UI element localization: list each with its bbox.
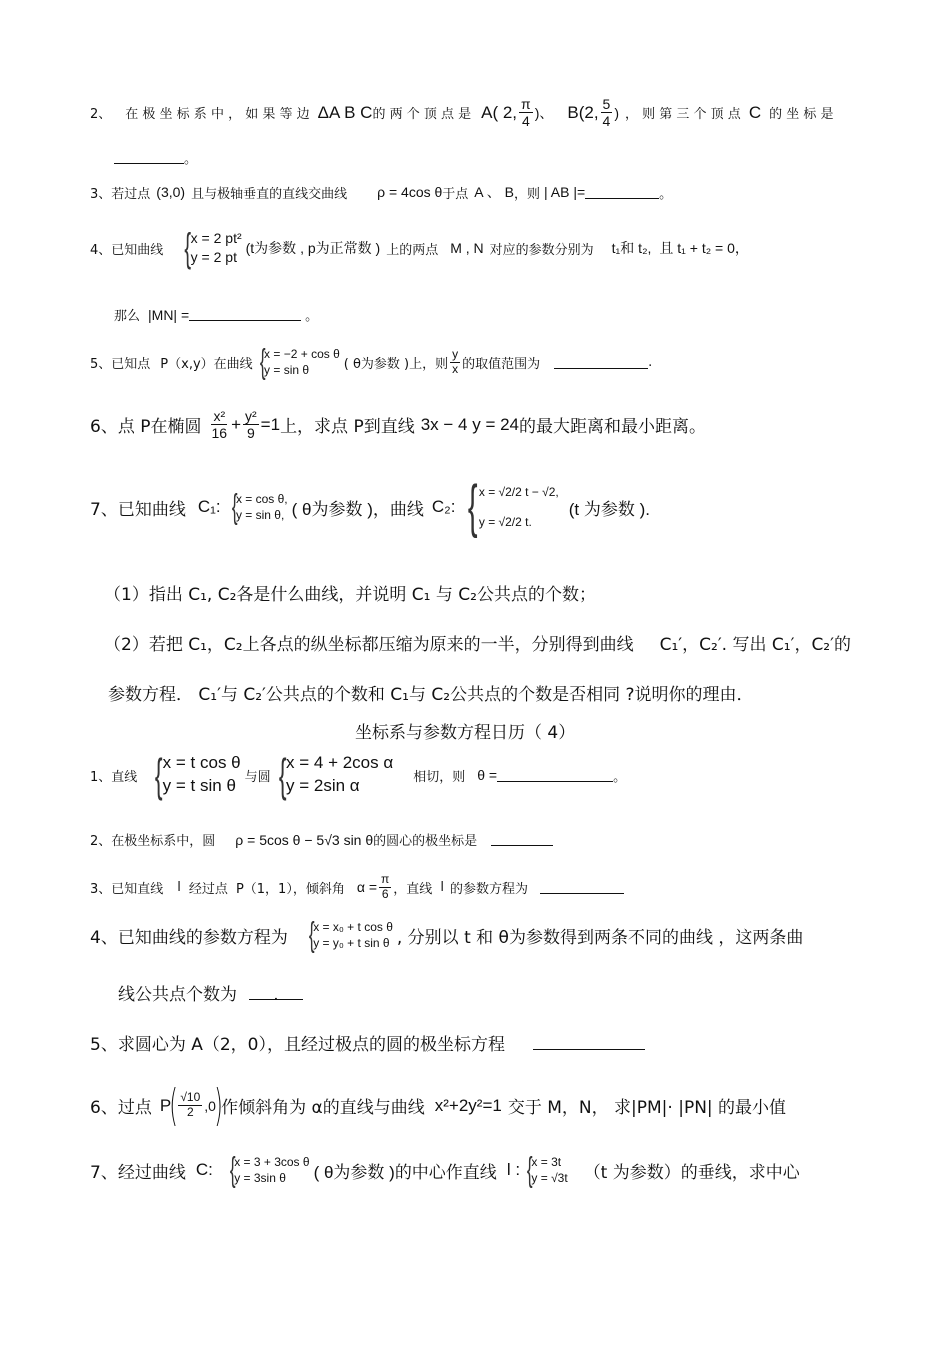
problem-number: 4、 bbox=[90, 242, 112, 258]
problem-text: 经过曲线 bbox=[117, 1162, 186, 1183]
answer-line bbox=[114, 148, 197, 167]
answer-blank[interactable] bbox=[114, 151, 184, 164]
s4-problem-1 bbox=[90, 749, 627, 801]
period: . bbox=[273, 985, 279, 1005]
problem-5 bbox=[90, 345, 652, 379]
problem-text: 已知点 bbox=[111, 356, 151, 372]
problem-text: 经过点 bbox=[188, 881, 228, 897]
period: 。 bbox=[184, 152, 198, 167]
s4-problem-4 bbox=[90, 918, 803, 952]
problem-text: 求圆心为 A（2，0），且经过极点的圆的极坐标方程 bbox=[117, 1035, 505, 1055]
fraction: $\frac{\text{x²}}{16}$ bbox=[211, 408, 228, 442]
parameter-note: (t 为参数 ). bbox=[568, 499, 650, 519]
sub-question-2: C₁′，C₂′. 写出 C₁′，C₂′的 bbox=[659, 635, 851, 655]
problem-text: 已知直线 bbox=[111, 881, 164, 897]
alpha-label: α = bbox=[356, 879, 378, 896]
problem-text: 倾斜角 bbox=[305, 881, 345, 897]
problem-text: 点 P在椭圆 bbox=[117, 417, 202, 438]
problem-text: ，则 bbox=[513, 186, 540, 202]
problem-text: 线公共点个数为 bbox=[118, 985, 237, 1005]
problem-number: 5、 bbox=[90, 1035, 118, 1055]
line-equation: 3x − 4 y = 24 bbox=[420, 414, 520, 434]
s4-problem-5 bbox=[90, 1030, 645, 1055]
problem-text: 的中心作直线 bbox=[394, 1162, 497, 1183]
problem-text: 在曲线 bbox=[213, 356, 253, 372]
s4-problem-7 bbox=[90, 1153, 800, 1187]
answer-blank[interactable] bbox=[533, 1035, 645, 1050]
equation-system: { x = 3 + 3cos θ y = 3sin θ bbox=[229, 1151, 310, 1189]
problem-text: 那么 bbox=[114, 309, 141, 324]
s4-problem-2 bbox=[90, 830, 553, 849]
problem-number: 3、 bbox=[90, 881, 112, 897]
curve-equation: x²+2y²=1 bbox=[434, 1095, 502, 1115]
problem-text: 的最大距离和最小距离。 bbox=[519, 417, 707, 438]
point-p: P（1，1）， bbox=[235, 881, 306, 897]
problem-text: 上，则 bbox=[409, 356, 449, 372]
equation-system: { x = 3t y = √3t bbox=[526, 1151, 568, 1189]
fraction: $\frac{5}{4}$ bbox=[602, 96, 611, 130]
problem-4-cont bbox=[114, 305, 318, 324]
paren: ) bbox=[614, 104, 620, 121]
polar-equation: ρ = 5cos θ − 5√3 sin θ bbox=[235, 831, 374, 848]
problem-text: 的圆心的极坐标是 bbox=[373, 834, 478, 849]
problem-number: 7、 bbox=[90, 499, 118, 520]
problem-2 bbox=[90, 96, 834, 129]
answer-blank[interactable] bbox=[585, 186, 659, 199]
answer-blank[interactable] bbox=[491, 833, 553, 846]
abs-ab: | AB |= bbox=[544, 184, 586, 200]
equation-system: { x = 2 pt² y = 2 pt bbox=[184, 226, 242, 270]
paren: )、 bbox=[534, 104, 554, 121]
problem-text: 与圆 bbox=[244, 769, 271, 785]
equation-system: { x = t cos θ y = t sin θ bbox=[155, 749, 241, 801]
point-p: P bbox=[159, 1095, 172, 1115]
line-l: l bbox=[177, 879, 181, 895]
problem-number: 6、 bbox=[90, 417, 118, 438]
problem-text: 作倾斜角为 α的直线与曲线 bbox=[221, 1098, 425, 1118]
problem-7-q1 bbox=[104, 580, 596, 605]
point-a: A( 2, bbox=[481, 102, 518, 122]
right-paren: ) bbox=[214, 1080, 223, 1131]
condition: 且 t₁ + t₂ = 0， bbox=[659, 240, 749, 256]
point: (3,0) bbox=[156, 184, 186, 200]
problem-number: 3、 bbox=[90, 186, 112, 202]
period: . bbox=[648, 354, 653, 370]
problem-text: 对应的参数分别为 bbox=[489, 242, 594, 258]
point-c: C bbox=[748, 102, 762, 122]
sub-question-1: （1）指出 C₁, C₂各是什么曲线，并说明 C₁ 与 C₂公共点的个数； bbox=[104, 585, 596, 605]
problem-text: 已知曲线 bbox=[111, 242, 164, 258]
problem-7 bbox=[90, 474, 650, 539]
params-t: t₁和 t₂, bbox=[611, 240, 652, 256]
problem-number: 2、 bbox=[90, 834, 112, 849]
period: 。 bbox=[613, 769, 627, 785]
problem-text: ，曲线 bbox=[372, 499, 424, 520]
problem-4 bbox=[90, 228, 749, 268]
problem-number: 4、 bbox=[90, 927, 118, 948]
problem-text: ，直线 bbox=[393, 881, 433, 897]
left-paren: ( bbox=[169, 1080, 179, 1131]
problem-text: 在极坐标系中，圆 bbox=[111, 834, 216, 849]
fraction: $\frac{\pi}{6}$ bbox=[381, 872, 390, 901]
s4-problem-6 bbox=[90, 1080, 786, 1131]
problem-6 bbox=[90, 408, 706, 441]
equation-system: { x = cos θ, y = sin θ, bbox=[231, 488, 288, 526]
problem-text: 相切，则 bbox=[413, 769, 466, 785]
problem-text: 过点 bbox=[117, 1098, 152, 1118]
theta-label: θ = bbox=[477, 767, 498, 783]
problem-7-q2 bbox=[104, 630, 851, 655]
problem-text: （t 为参数）的垂线，求中心 bbox=[583, 1162, 800, 1183]
problem-text: 在 极 坐 标 系 中 ， 如 果 等 边 bbox=[125, 107, 310, 123]
answer-blank[interactable] bbox=[497, 769, 613, 782]
equation-system: { x = x₀ + t cos θ y = y₀ + t sin θ bbox=[308, 916, 393, 954]
problem-number: 2、 bbox=[90, 107, 112, 123]
answer-blank[interactable] bbox=[249, 985, 303, 1005]
points-ab: A 、 B bbox=[474, 184, 514, 200]
polar-curve: ρ = 4cos θ bbox=[377, 184, 443, 200]
plus: + bbox=[231, 414, 241, 434]
period: 。 bbox=[659, 186, 673, 202]
line-l-label: l : bbox=[506, 1160, 521, 1179]
problem-text: 的 两 个 顶 点 是 bbox=[372, 107, 472, 123]
sub-question-2: 参数方程． C₁′与 C₂′公共点的个数和 C₁与 C₂公共点的个数是否相同 ?说明你的理由． bbox=[108, 685, 754, 705]
curve-c1-label: C₁: bbox=[197, 497, 221, 516]
problem-text: 已知曲线 bbox=[117, 499, 186, 520]
point-b: B(2, bbox=[567, 102, 599, 122]
fraction: $\frac{√10}{2}$ bbox=[180, 1090, 201, 1119]
parameter-note: ( θ为参数 ) bbox=[313, 1162, 395, 1182]
equation-system: { x = 4 + 2cos α y = 2sin α bbox=[278, 749, 394, 801]
period: 。 bbox=[305, 309, 319, 324]
problem-text: 上，求点 P到直线 bbox=[280, 417, 415, 438]
parameter-note: (t为参数 , p为正常数 ) bbox=[245, 240, 381, 256]
problem-text: ， 则 第 三 个 顶 点 bbox=[625, 107, 741, 123]
problem-text: 交于 M，N， 求|PM|· |PN| 的最小值 bbox=[507, 1098, 787, 1118]
problem-text: , 分别以 t 和 θ为参数得到两条不同的曲线 ，这两条曲 bbox=[396, 927, 804, 948]
problem-text: 若过点 bbox=[111, 186, 151, 202]
problem-7-q2-cont bbox=[108, 680, 754, 705]
fraction: $\frac{\pi}{4}$ bbox=[521, 96, 531, 130]
problem-number: 1、 bbox=[90, 769, 112, 785]
problem-text: 直线 bbox=[111, 769, 138, 785]
answer-blank[interactable] bbox=[554, 356, 648, 369]
curve-c2-label: C₂: bbox=[431, 497, 456, 516]
parameter-note: ( θ为参数 ) bbox=[291, 499, 373, 519]
abs-mn: |MN| = bbox=[148, 306, 190, 323]
s4-problem-4-cont bbox=[118, 980, 303, 1005]
problem-3 bbox=[90, 182, 672, 202]
coordinate: ,0 bbox=[204, 1097, 216, 1114]
curve-c-label: C: bbox=[195, 1160, 213, 1179]
problem-text: 的参数方程为 bbox=[449, 881, 528, 897]
equation-system: { x = √2/2 t − √2, y = √2/2 t. bbox=[468, 474, 559, 539]
line-l: l bbox=[440, 879, 444, 895]
equals: =1 bbox=[260, 414, 281, 434]
problem-text: 且与极轴垂直的直线交曲线 bbox=[191, 186, 348, 202]
problem-number: 5、 bbox=[90, 356, 112, 372]
problem-text: 的取值范围为 bbox=[462, 356, 541, 372]
section-title: 坐标系与参数方程日历（ 4） bbox=[355, 723, 576, 743]
problem-text: 已知曲线的参数方程为 bbox=[117, 927, 288, 948]
answer-blank[interactable] bbox=[540, 881, 624, 894]
problem-text: 于点 bbox=[442, 186, 469, 202]
equation-system: { x = −2 + cos θ y = sin θ bbox=[259, 343, 340, 381]
problem-text: 上的两点 bbox=[386, 242, 439, 258]
triangle-label: ΔA B C bbox=[317, 102, 373, 122]
fraction: $\frac{\text{y²}}{9}$ bbox=[245, 408, 257, 442]
point-p: P（x,y） bbox=[160, 356, 214, 372]
problem-number: 7、 bbox=[90, 1162, 118, 1183]
problem-number: 6、 bbox=[90, 1098, 118, 1118]
points-mn: M , N bbox=[450, 240, 484, 256]
problem-text: 的 坐 标 是 bbox=[769, 107, 834, 123]
s4-problem-3 bbox=[90, 873, 624, 902]
sub-question-2: （2）若把 C₁，C₂上各点的纵坐标都压缩为原来的一半，分别得到曲线 bbox=[104, 635, 634, 655]
fraction: $\frac{y}{x}$ bbox=[452, 346, 459, 376]
parameter-note: ( θ为参数 ) bbox=[343, 356, 410, 372]
answer-blank[interactable] bbox=[189, 308, 301, 321]
